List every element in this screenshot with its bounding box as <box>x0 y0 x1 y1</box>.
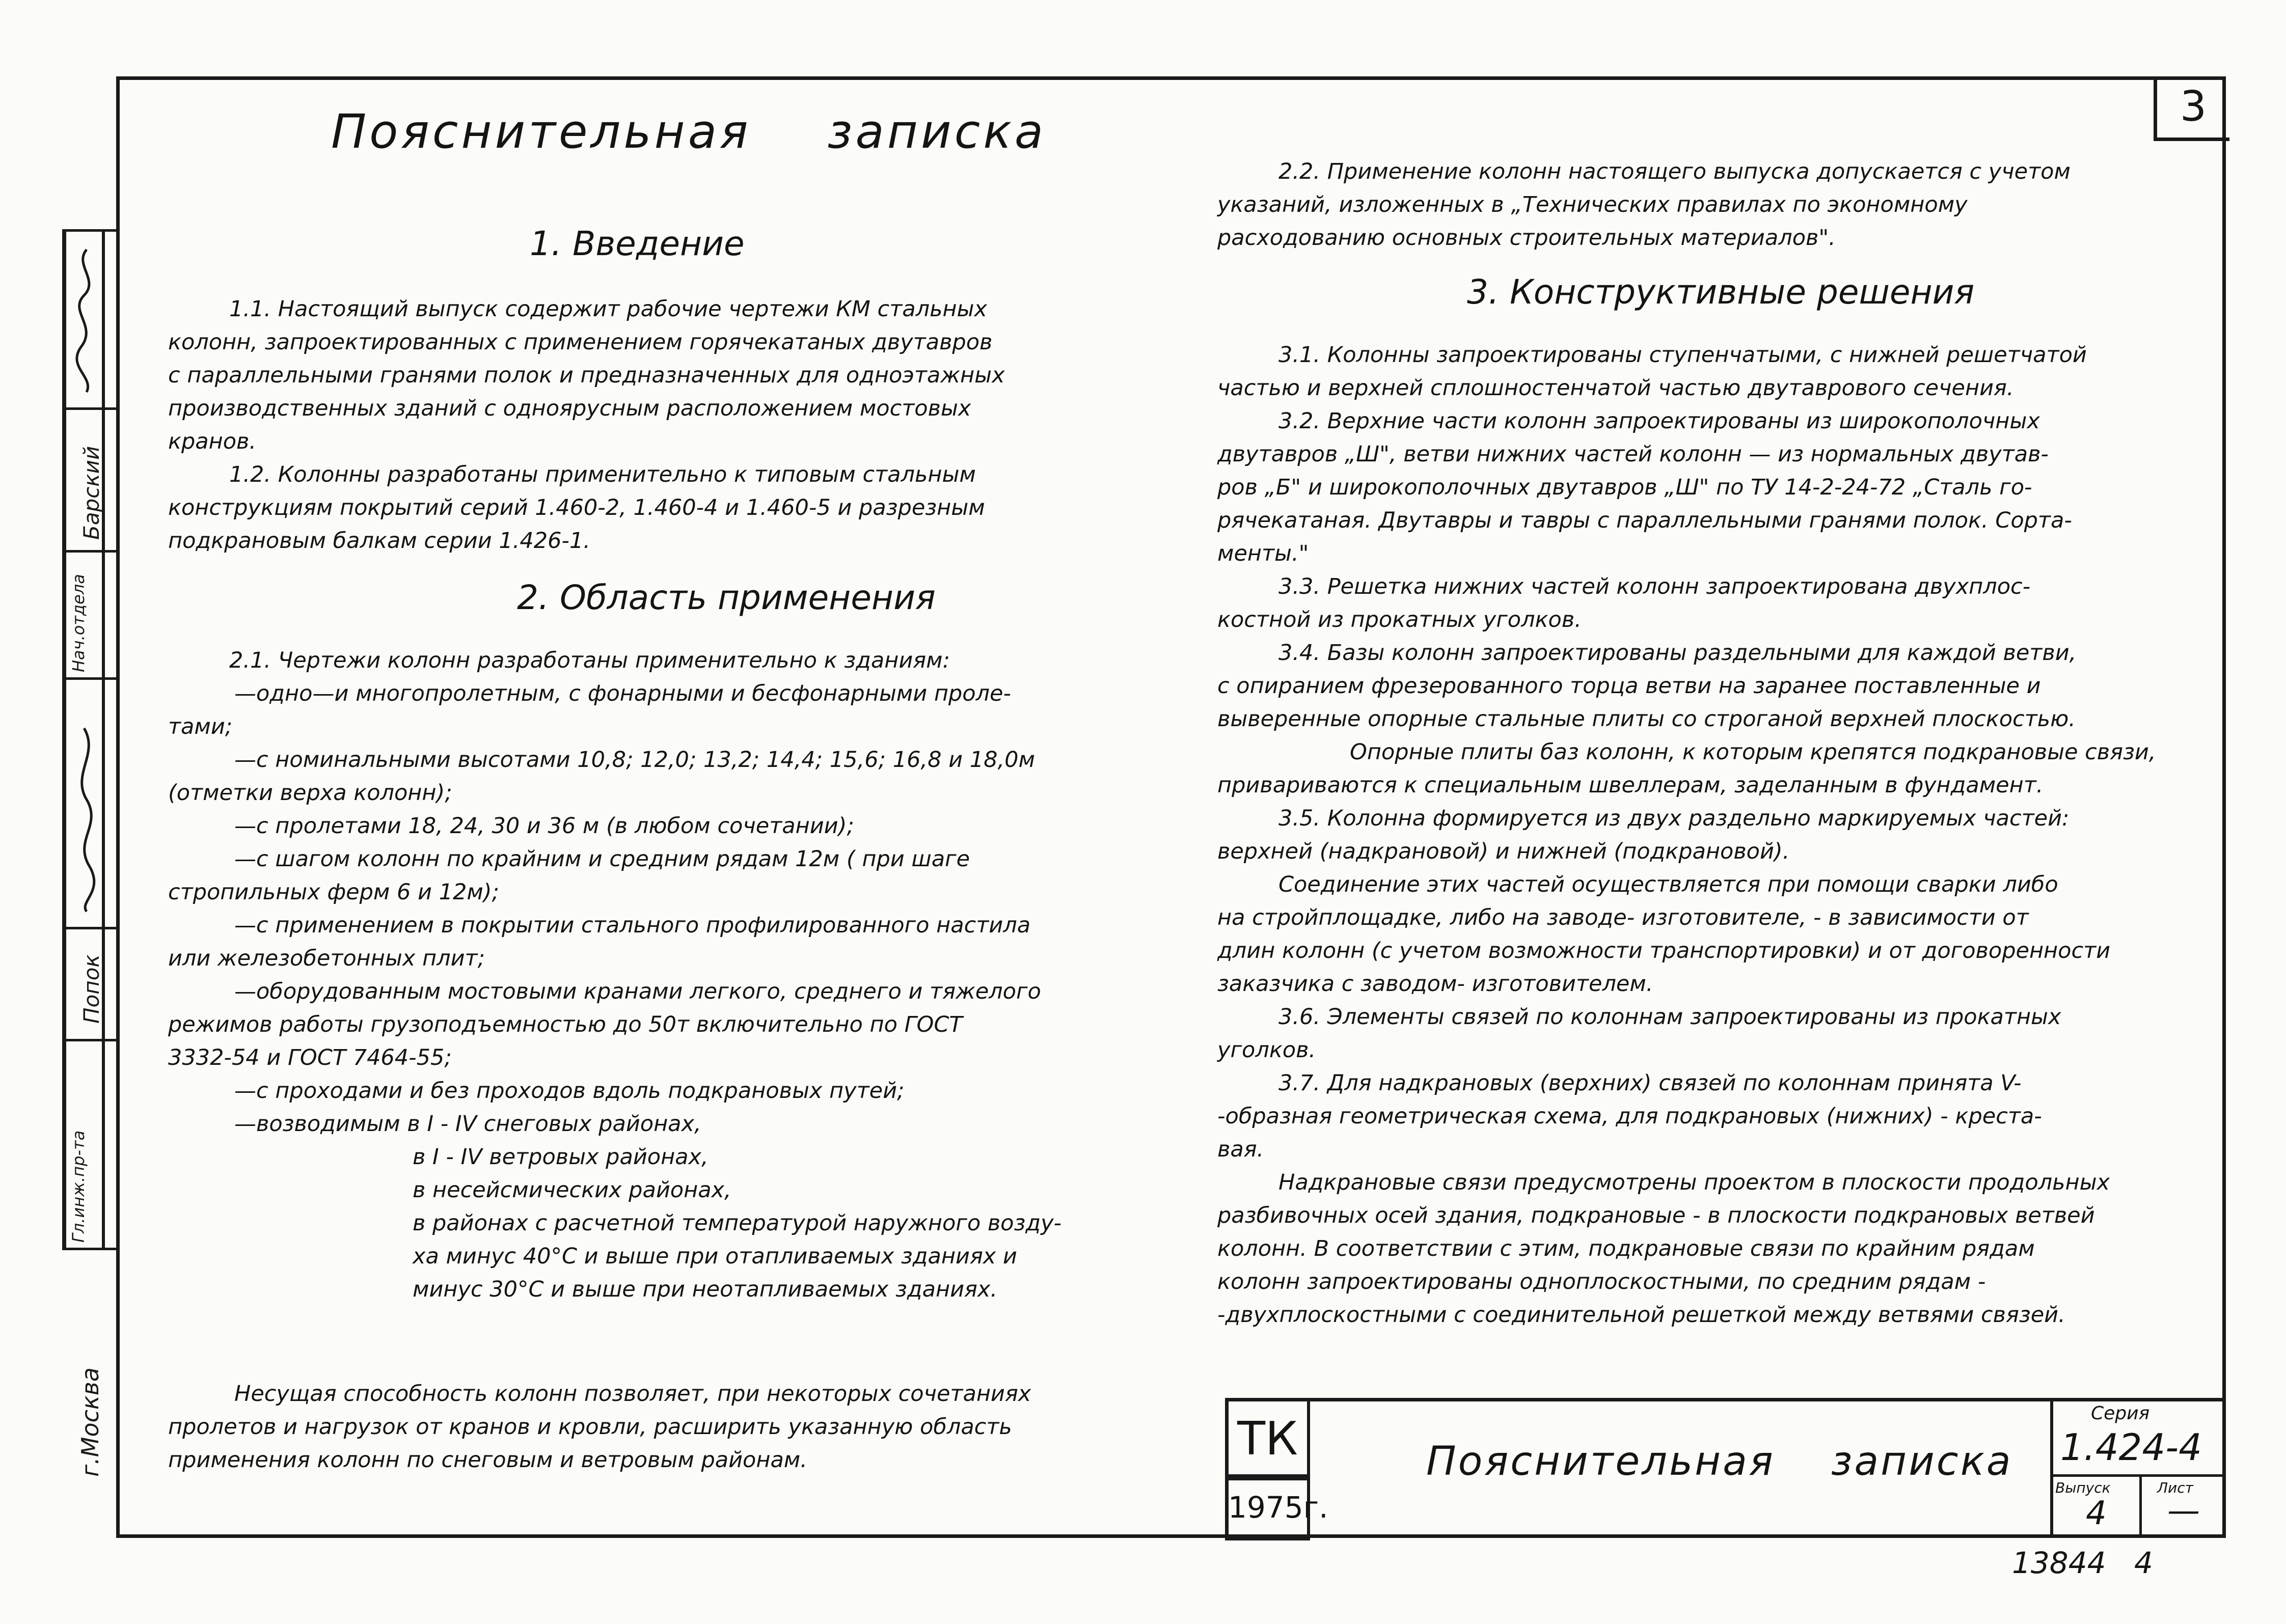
text-line: Надкрановые связи предусмотрены проектом в плоскости продольных <box>1278 1170 2110 1195</box>
text-line: вая. <box>1217 1137 1264 1162</box>
text-line: -двухплоскостными с соединительной решеткой между ветвями связей. <box>1217 1302 2065 1328</box>
text-line: —с пролетами 18, 24, 30 и 36 м (в любом сочетании); <box>234 813 854 839</box>
text-line: верхней (надкрановой) и нижней (подкрановой). <box>1217 839 1790 864</box>
text-line: 3.5. Колонна формируется из двух раздельно маркируемых частей: <box>1278 806 2070 831</box>
text-line: —оборудованным мостовыми кранами легкого, среднего и тяжелого <box>234 979 1041 1004</box>
text-line: в I - IV ветровых районах, <box>413 1144 709 1170</box>
left-column-intro <box>168 293 1005 558</box>
text-line: привариваются к специальным швеллерам, заделанным в фундамент. <box>1217 773 2044 798</box>
title-block <box>1225 1398 2226 1538</box>
text-line: Опорные плиты баз колонн, к которым крепятся подкрановые связи, <box>1350 739 2156 765</box>
text-line: длин колонн (с учетом возможности транспортировки) и от договоренности <box>1217 938 2111 964</box>
text-line: колонн, запроектированных с применением горячекатаных двутавров <box>168 329 993 355</box>
text-line: 3.7. Для надкрановых (верхних) связей по колоннам принята V- <box>1278 1070 2022 1096</box>
text-line: разбивочных осей здания, подкрановые - в плоскости подкрановых ветвей <box>1217 1203 2095 1228</box>
stamp-title: Пояснительная записка <box>1426 1439 2013 1484</box>
section-2-title: 2. Область применения <box>517 578 936 617</box>
text-line: колонн запроектированы одноплоскостными, по средним рядам - <box>1217 1269 1986 1295</box>
signature-1 <box>71 244 102 397</box>
text-line: заказчика с заводом- изготовителем. <box>1217 971 1653 997</box>
stamp-year: 1975г. <box>1225 1474 1310 1540</box>
text-line: расходованию основных строительных материалов". <box>1217 225 1836 251</box>
left-column-scope <box>168 644 1062 1306</box>
text-line: двутавров „Ш", ветви нижних частей колонн — из нормальных двутав- <box>1217 442 2049 467</box>
text-line: —с шагом колонн по крайним и средним рядам 12м ( при шаге <box>234 846 970 872</box>
page-number: 3 <box>2180 82 2207 131</box>
text-line: 2.2. Применение колонн настоящего выпуска допускается с учетом <box>1278 159 2071 184</box>
text-line: 2.1. Чертежи колонн разработаны применительно к зданиям: <box>229 648 950 673</box>
text-line: —одно—и многопролетным, с фонарными и бесфонарными проле- <box>234 681 1011 706</box>
text-line: —с применением в покрытии стального профилированного настила <box>234 913 1031 938</box>
text-line: в районах с расчетной температурой наружного возду- <box>413 1210 1062 1236</box>
text-line: применения колонн по снеговым и ветровым районам. <box>168 1447 807 1473</box>
text-line: указаний, изложенных в „Технических правилах по экономному <box>1217 192 1968 217</box>
side-name-2: Попок <box>79 954 104 1024</box>
text-line: 3.4. Базы колонн запроектированы раздельными для каждой ветви, <box>1278 640 2077 666</box>
side-role-2: Нач.отдела <box>69 574 88 672</box>
issue-label: Выпуск <box>2055 1479 2111 1496</box>
right-column-top <box>1217 155 2071 255</box>
side-city: г.Москва <box>76 1367 104 1477</box>
text-line: рячекатаная. Двутавры и тавры с параллельными гранями полок. Сорта- <box>1217 508 2072 533</box>
text-line: пролетов и нагрузок от кранов и кровли, расширить указанную область <box>168 1414 1012 1440</box>
text-line: 3.1. Колонны запроектированы ступенчатыми, с нижней решетчатой <box>1278 342 2087 368</box>
text-line: ха минус 40°С и выше при отапливаемых зданиях и <box>413 1244 1017 1269</box>
text-line: ров „Б" и широкополочных двутавров „Ш" по ТУ 14-2-24-72 „Сталь го- <box>1217 475 2032 500</box>
text-line: на стройплощадке, либо на заводе- изготовителе, - в зависимости от <box>1217 905 2029 930</box>
text-line: 1.1. Настоящий выпуск содержит рабочие чертежи КМ стальных <box>229 296 987 322</box>
text-line: (отметки верха колонн); <box>168 780 452 806</box>
text-line: —возводимым в I - IV снеговых районах, <box>234 1111 701 1137</box>
text-line: выверенные опорные стальные плиты со строганой верхней плоскостью. <box>1217 706 2076 732</box>
text-line: с опиранием фрезерованного торца ветви на заранее поставленные и <box>1217 673 2041 699</box>
text-line: уголков. <box>1217 1037 1316 1063</box>
text-line: 3.6. Элементы связей по колоннам запроектированы из прокатных <box>1278 1004 2061 1030</box>
left-column-closing <box>168 1378 1031 1477</box>
series-value: 1.424-4 <box>2060 1426 2202 1469</box>
text-line: стропильных ферм 6 и 12м); <box>168 879 500 905</box>
text-line: 1.2. Колонны разработаны применительно к типовым стальным <box>229 462 976 487</box>
text-line: с параллельными гранями полок и предназначенных для одноэтажных <box>168 363 1005 388</box>
section-3-title: 3. Конструктивные решения <box>1467 272 1975 312</box>
text-line: 3.3. Решетка нижних частей колонн запроектирована двухплос- <box>1278 574 2031 599</box>
side-role-1: Гл.инж.пр-та <box>69 1130 88 1243</box>
text-line: Соединение этих частей осуществляется при помощи сварки либо <box>1278 872 2058 897</box>
section-1-title: 1. Введение <box>530 224 745 263</box>
text-line: тами; <box>168 714 233 739</box>
text-line: производственных зданий с одноярусным расположением мостовых <box>168 396 971 421</box>
text-line: менты." <box>1217 541 1309 566</box>
page-title: Пояснительная записка <box>331 104 1047 159</box>
text-line: -образная геометрическая схема, для подкрановых (нижних) - креста- <box>1217 1104 2042 1129</box>
sheet-value: — <box>2167 1492 2200 1530</box>
frame-top-line <box>116 76 2226 80</box>
series-label: Серия <box>2091 1403 2150 1424</box>
signature-2 <box>69 723 101 917</box>
text-line: —с номинальными высотами 10,8; 12,0; 13,2; 14,4; 15,6; 16,8 и 18,0м <box>234 747 1035 773</box>
inventory-number: 13844 4 <box>2012 1546 2153 1580</box>
stamp-org: ТК <box>1225 1398 1310 1480</box>
text-line: режимов работы грузоподъемностью до 50т включительно по ГОСТ <box>168 1012 963 1037</box>
text-line: в несейсмических районах, <box>413 1177 731 1203</box>
text-line: Несущая способность колонн позволяет, при некоторых сочетаниях <box>234 1381 1031 1407</box>
issue-value: 4 <box>2086 1495 2107 1532</box>
text-line: 3.2. Верхние части колонн запроектированы из широкополочных <box>1278 408 2040 434</box>
text-line: или железобетонных плит; <box>168 946 485 971</box>
frame-right-line <box>2222 76 2226 1538</box>
text-line: кранов. <box>168 429 257 454</box>
text-line: минус 30°С и выше при неотапливаемых зданиях. <box>413 1277 998 1302</box>
sheet-label: Лист <box>2157 1479 2193 1496</box>
right-column-design <box>1217 339 2156 1332</box>
text-line: колонн. В соответствии с этим, подкрановые связи по крайним рядам <box>1217 1236 2035 1261</box>
text-line: —с проходами и без проходов вдоль подкрановых путей; <box>234 1078 905 1104</box>
side-name-1: Барский <box>79 446 104 540</box>
text-line: конструкциям покрытий серий 1.460-2, 1.460-4 и 1.460-5 и разрезным <box>168 495 985 520</box>
frame-left-line <box>116 76 120 1538</box>
text-line: частью и верхней сплошностенчатой частью двутаврового сечения. <box>1217 375 2014 401</box>
text-line: 3332-54 и ГОСТ 7464-55; <box>168 1045 452 1070</box>
text-line: подкрановым балкам серии 1.426-1. <box>168 528 590 554</box>
text-line: костной из прокатных уголков. <box>1217 607 1582 632</box>
page-number-box <box>2154 76 2229 141</box>
